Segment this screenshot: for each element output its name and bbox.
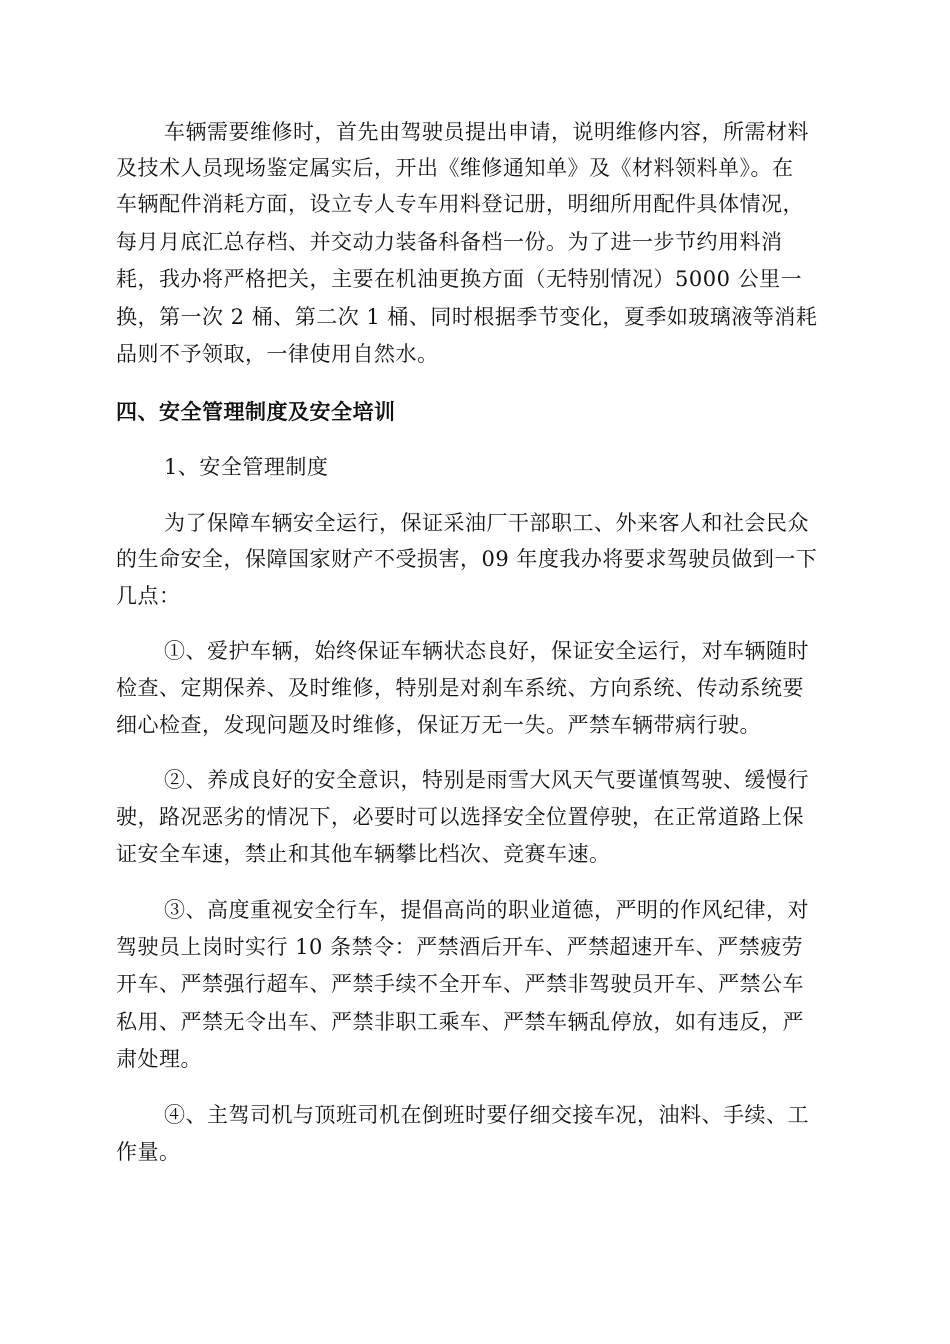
list-item-line: ④、主驾司机与顶班司机在倒班时要仔细交接车况，油料、手续、工: [164, 1103, 809, 1127]
list-item-line: ②、养成良好的安全意识，特别是雨雪大风天气要谨慎驾驶、缓慢行: [164, 768, 809, 792]
list-item-line: 私用、严禁无令出车、严禁非职工乘车、严禁车辆乱停放，如有违反，严: [116, 1010, 804, 1034]
text-line: 换，第一次 2 桶、第二次 1 桶、同时根据季节变化，夏季如玻璃液等消耗: [116, 305, 818, 329]
text-line: 每月月底汇总存档、并交动力装备科备档一份。为了进一步节约用料消: [116, 230, 783, 254]
list-item-line: 驶，路况恶劣的情况下，必要时可以选择安全位置停驶，在正常道路上保: [116, 805, 804, 829]
list-item-line: 细心检查，发现问题及时维修，保证万无一失。严禁车辆带病行驶。: [116, 713, 761, 737]
list-item-line: 开车、严禁强行超车、严禁手续不全开车、严禁非驾驶员开车、严禁公车: [116, 972, 804, 996]
section-heading: 四、安全管理制度及安全培训: [116, 400, 396, 424]
list-item-line: 证安全车速，禁止和其他车辆攀比档次、竞赛车速。: [116, 842, 611, 866]
text-line: 的生命安全，保障国家财产不受损害，09 年度我办将要求驾驶员做到一下: [116, 547, 818, 571]
text-line: 几点：: [116, 584, 181, 608]
list-item-line: 肃处理。: [116, 1047, 202, 1071]
text-line: 及技术人员现场鉴定属实后，开出《维修通知单》及《材料领料单》。在: [116, 156, 794, 180]
text-line: 车辆配件消耗方面，设立专人专车用料登记册，明细所用配件具体情况，: [116, 192, 804, 216]
list-item-line: 检查、定期保养、及时维修，特别是对刹车系统、方向系统、传动系统要: [116, 676, 804, 700]
text-line: 品则不予领取，一律使用自然水。: [116, 342, 439, 366]
list-item-line: ①、爱护车辆，始终保证车辆状态良好，保证安全运行，对车辆随时: [164, 639, 809, 663]
text-line: 车辆需要维修时，首先由驾驶员提出申请，说明维修内容，所需材料: [164, 120, 809, 144]
subheading: 1、安全管理制度: [164, 455, 329, 479]
list-item-line: 驾驶员上岗时实行 10 条禁令：严禁酒后开车、严禁超速开车、严禁疲劳: [116, 935, 804, 959]
text-line: 为了保障车辆安全运行，保证采油厂干部职工、外来客人和社会民众: [164, 511, 809, 535]
list-item-line: 作量。: [116, 1140, 181, 1164]
text-line: 耗，我办将严格把关，主要在机油更换方面（无特别情况）5000 公里一: [116, 267, 803, 291]
list-item-line: ③、高度重视安全行车，提倡高尚的职业道德，严明的作风纪律，对: [164, 898, 809, 922]
